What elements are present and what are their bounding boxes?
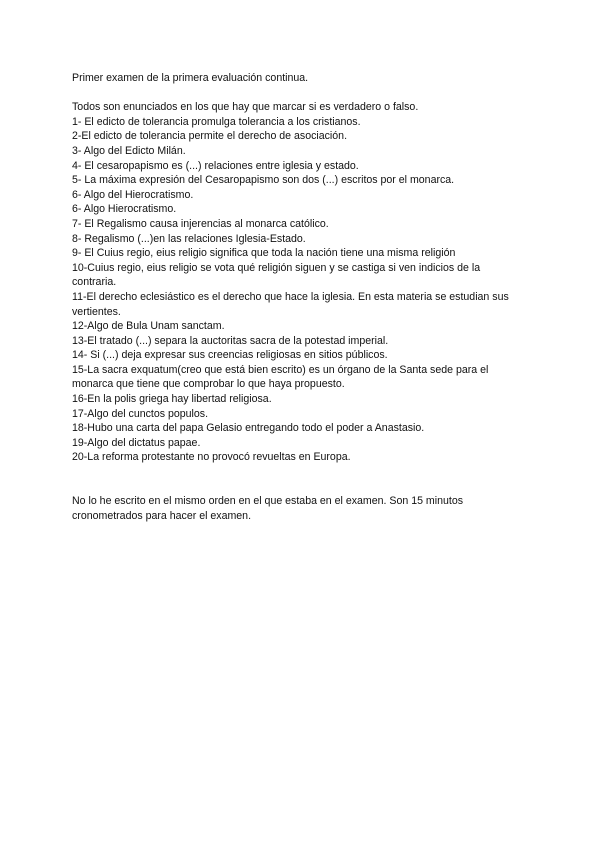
document-title: Primer examen de la primera evaluación continua. bbox=[72, 72, 309, 84]
question-item: 7- El Regalismo causa injerencias al monarca católico. bbox=[72, 217, 329, 230]
document-content bbox=[72, 71, 520, 523]
question-item: 15-La sacra exquatum(creo que está bien escrito) es un órgano de la Santa sede para el monarca que tiene que comprobar lo que haya propuesto. bbox=[72, 363, 489, 391]
instructions-text: Todos son enunciados en los que hay que marcar si es verdadero o falso. bbox=[72, 101, 419, 114]
question-item: 14- Si (...) deja expresar sus creencias religiosas en sitios públicos. bbox=[72, 349, 388, 362]
question-item: 20-La reforma protestante no provocó revueltas en Europa. bbox=[72, 451, 351, 464]
question-item: 19-Algo del dictatus papae. bbox=[72, 436, 201, 449]
question-item: 16-En la polis griega hay libertad religiosa. bbox=[72, 393, 272, 406]
question-item: 2-El edicto de tolerancia permite el derecho de asociación. bbox=[72, 130, 348, 143]
question-item: 18-Hubo una carta del papa Gelasio entregando todo el poder a Anastasio. bbox=[72, 422, 425, 435]
question-item: 10-Cuius regio, eius religio se vota qué religión siguen y se castiga si ven indicios de la contraria. bbox=[72, 261, 481, 289]
question-item: 4- El cesaropapismo es (...) relaciones entre iglesia y estado. bbox=[72, 159, 359, 172]
question-list bbox=[72, 115, 520, 465]
question-item: 6- Algo del Hierocratismo. bbox=[72, 188, 194, 201]
question-item: 8- Regalismo (...)en las relaciones Iglesia-Estado. bbox=[72, 232, 306, 245]
question-item: 6- Algo Hierocratismo. bbox=[72, 203, 177, 216]
question-item: 17-Algo del cunctos populos. bbox=[72, 407, 209, 420]
question-item: 1- El edicto de tolerancia promulga tolerancia a los cristianos. bbox=[72, 115, 361, 128]
question-item: 9- El Cuius regio, eius religio significa que toda la nación tiene una misma religión bbox=[72, 247, 456, 260]
question-item: 13-El tratado (...) separa la auctoritas sacra de la potestad imperial. bbox=[72, 334, 389, 347]
question-item: 5- La máxima expresión del Cesaropapismo son dos (...) escritos por el monarca. bbox=[72, 174, 455, 187]
closing-note: No lo he escrito en el mismo orden en el que estaba en el examen. Son 15 minutos cronometrados para hacer el examen. bbox=[72, 495, 464, 522]
question-item: 11-El derecho eclesiástico es el derecho que hace la iglesia. En esta materia se estudian sus vertientes. bbox=[72, 290, 509, 318]
question-item: 12-Algo de Bula Unam sanctam. bbox=[72, 320, 225, 333]
question-item: 3- Algo del Edicto Milán. bbox=[72, 144, 186, 157]
